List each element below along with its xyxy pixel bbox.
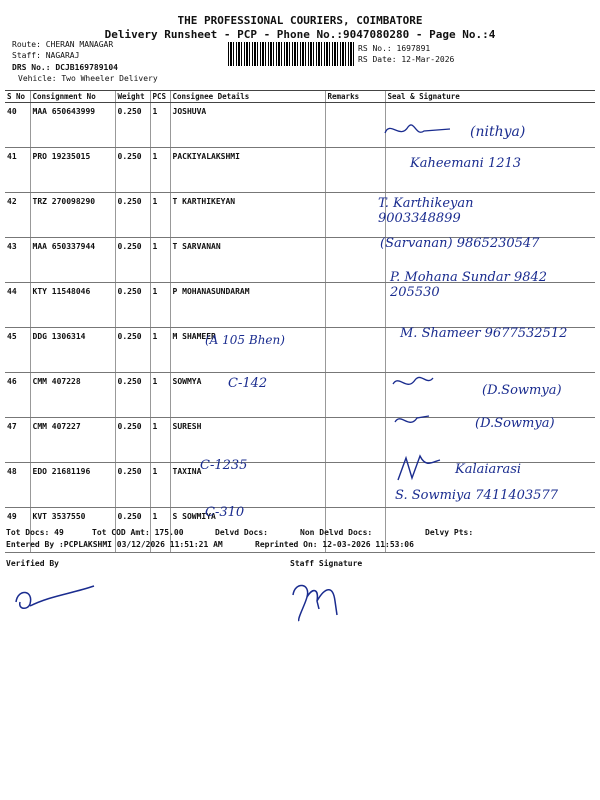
sno: 44 [5,283,30,328]
vehicle-label: Vehicle: Two Wheeler Delivery [18,74,158,83]
consignment-no: DDG 1306314 [30,328,115,373]
pcs: 1 [150,418,170,463]
route-label: Route: CHERAN MANAGAR [12,40,114,49]
handwritten-note: C-310 [205,505,245,520]
consignee: T SARVANAN [170,238,325,283]
consignment-no: MAA 650643999 [30,103,115,148]
sno: 46 [5,373,30,418]
pcs: 1 [150,193,170,238]
handwritten-name: T. Karthikeyan 9003348899 [378,196,474,226]
pcs: 1 [150,283,170,328]
drs-number: DRS No.: DCJB169789104 [12,63,118,72]
remarks [325,238,385,283]
sno: 49 [5,508,30,553]
total-cod: Tot COD Amt: 175.00 [92,528,184,537]
sno: 48 [5,463,30,508]
consignment-no: EDO 21681196 [30,463,115,508]
handwritten-note: C-142 [228,376,268,391]
col-sno: S No [5,91,30,103]
total-docs: Tot Docs: 49 [6,528,64,537]
pcs: 1 [150,238,170,283]
weight: 0.250 [115,463,150,508]
consignee: T KARTHIKEYAN [170,193,325,238]
handwritten-name: S. Sowmiya 7411403577 [395,488,558,503]
rs-number: RS No.: 1697891 [358,44,431,53]
remarks [325,283,385,328]
delivery-points: Delvy Pts: [425,528,474,537]
table-header-row [5,91,595,103]
rs-date: RS Date: 12-Mar-2026 [358,55,455,64]
handwritten-name: M. Shameer 9677532512 [400,326,568,341]
sno: 45 [5,328,30,373]
weight: 0.250 [115,238,150,283]
sno: 43 [5,238,30,283]
weight: 0.250 [115,328,150,373]
remarks [325,418,385,463]
company-title: THE PROFESSIONAL COURIERS, COIMBATORE [177,14,423,27]
weight: 0.250 [115,508,150,553]
handwritten-name: (D.Sowmya) [475,416,555,431]
weight: 0.250 [115,193,150,238]
col-consignment: Consignment No [30,91,115,103]
remarks [325,373,385,418]
weight: 0.250 [115,283,150,328]
staff-signature [285,575,355,625]
sno: 41 [5,148,30,193]
col-pcs: PCS [150,91,170,103]
consignee: PACKIYALAKSHMI [170,148,325,193]
pcs: 1 [150,508,170,553]
non-delivered-docs: Non Delvd Docs: [300,528,373,537]
consignment-no: PRO 19235015 [30,148,115,193]
handwritten-name: Kaheemani 1213 [410,156,522,171]
reprinted-on: Reprinted On: 12-03-2026 11:53:06 [255,540,414,549]
col-signature: Seal & Signature [385,91,595,103]
handwritten-name: (D.Sowmya) [482,383,562,398]
weight: 0.250 [115,418,150,463]
pcs: 1 [150,103,170,148]
weight: 0.250 [115,373,150,418]
consignee: SOWMYA [170,373,325,418]
consignee: SURESH [170,418,325,463]
verified-by-label: Verified By [6,559,59,568]
consignee: S SOWMIYA [170,508,325,553]
weight: 0.250 [115,103,150,148]
runsheet-subtitle: Delivery Runsheet - PCP - Phone No.:9047080280 - Page No.:4 [104,28,496,41]
col-remarks: Remarks [325,91,385,103]
sno: 47 [5,418,30,463]
col-weight: Weight [115,91,150,103]
consignee: JOSHUVA [170,103,325,148]
handwritten-note: (A 105 Bhen) [205,333,285,347]
remarks [325,103,385,148]
consignment-no: CMM 407228 [30,373,115,418]
col-consignee: Consignee Details [170,91,325,103]
entered-by: Entered By :PCPLAKSHMI 03/12/2026 11:51:21 AM [6,540,223,549]
signature-scribble [385,372,475,442]
remarks [325,148,385,193]
handwritten-name: (Sarvanan) 9865230547 [380,236,540,251]
staff-signature-label: Staff Signature [290,559,363,568]
signature-cell [385,508,595,553]
handwritten-name: (nithya) [470,124,526,140]
consignment-no: KTY 11548046 [30,283,115,328]
remarks [325,463,385,508]
consignment-no: CMM 407227 [30,418,115,463]
consignee: M SHAMEER [170,328,325,373]
handwritten-note: C-1235 [200,458,248,473]
pcs: 1 [150,328,170,373]
consignment-no: TRZ 270098290 [30,193,115,238]
staff-label: Staff: NAGARAJ [12,51,80,60]
weight: 0.250 [115,148,150,193]
handwritten-name: P. Mohana Sundar 9842 205530 [390,270,548,300]
remarks [325,193,385,238]
consignment-no: KVT 3537550 [30,508,115,553]
signature-scribble [380,115,460,145]
sno: 40 [5,103,30,148]
handwritten-name: Kalaiarasi [455,462,522,477]
signature-scribble [392,452,452,487]
sno: 42 [5,193,30,238]
verifier-signature [10,580,100,620]
pcs: 1 [150,463,170,508]
consignment-no: MAA 650337944 [30,238,115,283]
delivered-docs: Delvd Docs: [215,528,268,537]
consignee: P MOHANASUNDARAM [170,283,325,328]
pcs: 1 [150,373,170,418]
consignee: TAXINA [170,463,325,508]
barcode [228,42,354,66]
remarks [325,328,385,373]
pcs: 1 [150,148,170,193]
